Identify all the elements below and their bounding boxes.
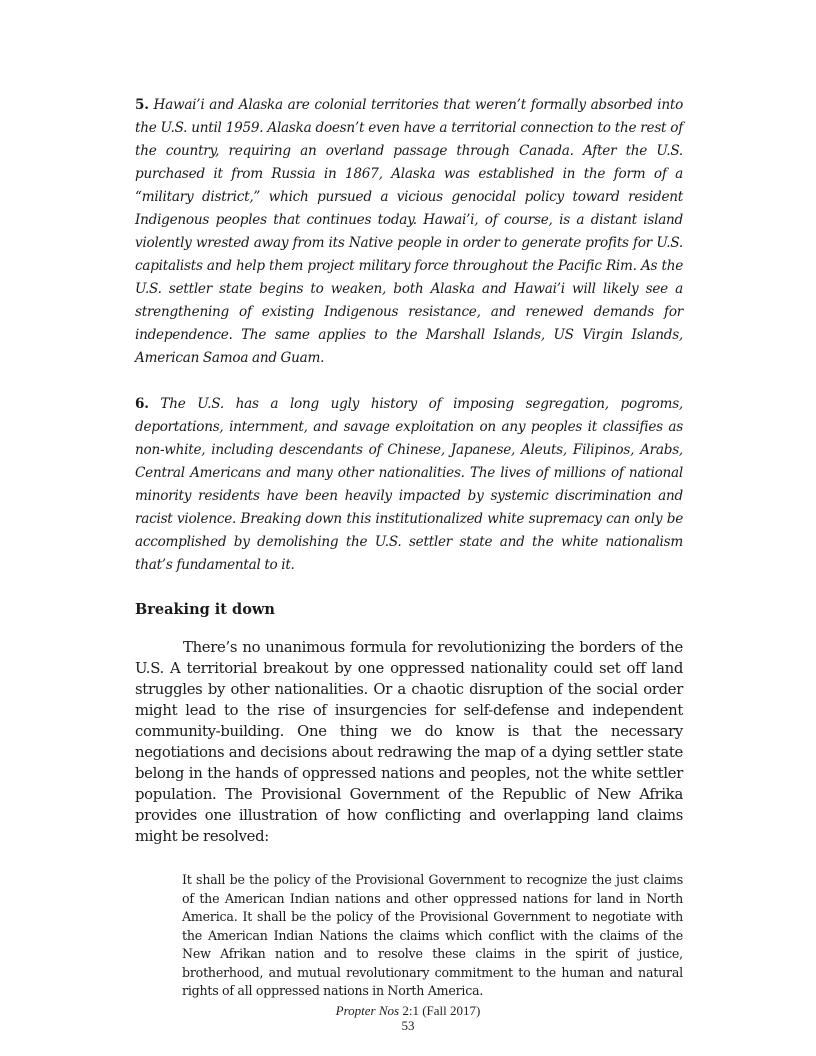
- endnote-5: [135, 94, 683, 370]
- endnote-number: 6.: [135, 396, 149, 412]
- page-content: [135, 94, 683, 1001]
- endnote-text: The U.S. has a long ugly history of imposing segregation, pogroms, deportations, internment, and savage exploitation on any peoples it classifies as non-white, including descendants of Chinese, Japanese, Aleuts, Filipinos, Arabs, Central Americans and many other nationalities. The lives of millions of national minority residents have been heavily impacted by systemic discrimination and racist violence. Breaking down this institutionalized white supremacy can only be accomplished by demolishing the U.S. settler state and the white nationalism that’s fundamental to it.: [135, 396, 683, 573]
- journal-issue: 2:1 (Fall 2017): [402, 1003, 481, 1018]
- page-number: 53: [401, 1018, 415, 1033]
- journal-title: Propter Nos: [335, 1003, 400, 1018]
- endnote-6: [135, 393, 683, 577]
- journal-citation: [0, 1003, 816, 1018]
- block-quote: It shall be the policy of the Provisional Government to recognize the just claims of the American Indian nations and other oppressed nations for land in North America. It shall be the policy of the Provisional Government to negotiate with the American Indian Nations the claims which conflict with the claims of the New Afrikan nation and to resolve these claims in the spirit of justice, brotherhood, and mutual revolutionary commitment to the human and natural rights of all oppressed nations in North America.: [182, 872, 683, 998]
- page-footer: [0, 1003, 816, 1033]
- endnote-number: 5.: [135, 97, 149, 113]
- endnote-text: Hawai’i and Alaska are colonial territories that weren’t formally absorbed into the U.S. until 1959. Alaska doesn’t even have a territorial connection to the rest of the country, requiring an overland passage through Canada. After the U.S. purchased it from Russia in 1867, Alaska was established in the form of a “military district,” which pursued a vicious genocidal policy toward resident Indigenous peoples that continues today. Hawai’i, of course, is a distant island violently wrested away from its Native people in order to generate profits for U.S. capitalists and help them project military force throughout the Pacific Rim. As the U.S. settler state begins to weaken, both Alaska and Hawai’i will likely see a strengthening of existing Indigenous resistance, and renewed demands for independence. The same applies to the Marshall Islands, US Virgin Islands, American Samoa and Guam.: [135, 97, 683, 366]
- section-heading: Breaking it down: [135, 601, 275, 618]
- body-paragraph: There’s no unanimous formula for revolutionizing the borders of the U.S. A territorial breakout by one oppressed nationality could set off land struggles by other nationalities. Or a chaotic disruption of the social order might lead to the rise of insurgencies for self-defense and independent community-building. One thing we do know is that the necessary negotiations and decisions about redrawing the map of a dying settler state belong in the hands of oppressed nations and peoples, not the white settler population. The Provisional Government of the Republic of New Afrika provides one illustration of how conflicting and overlapping land claims might be resolved:: [135, 639, 683, 845]
